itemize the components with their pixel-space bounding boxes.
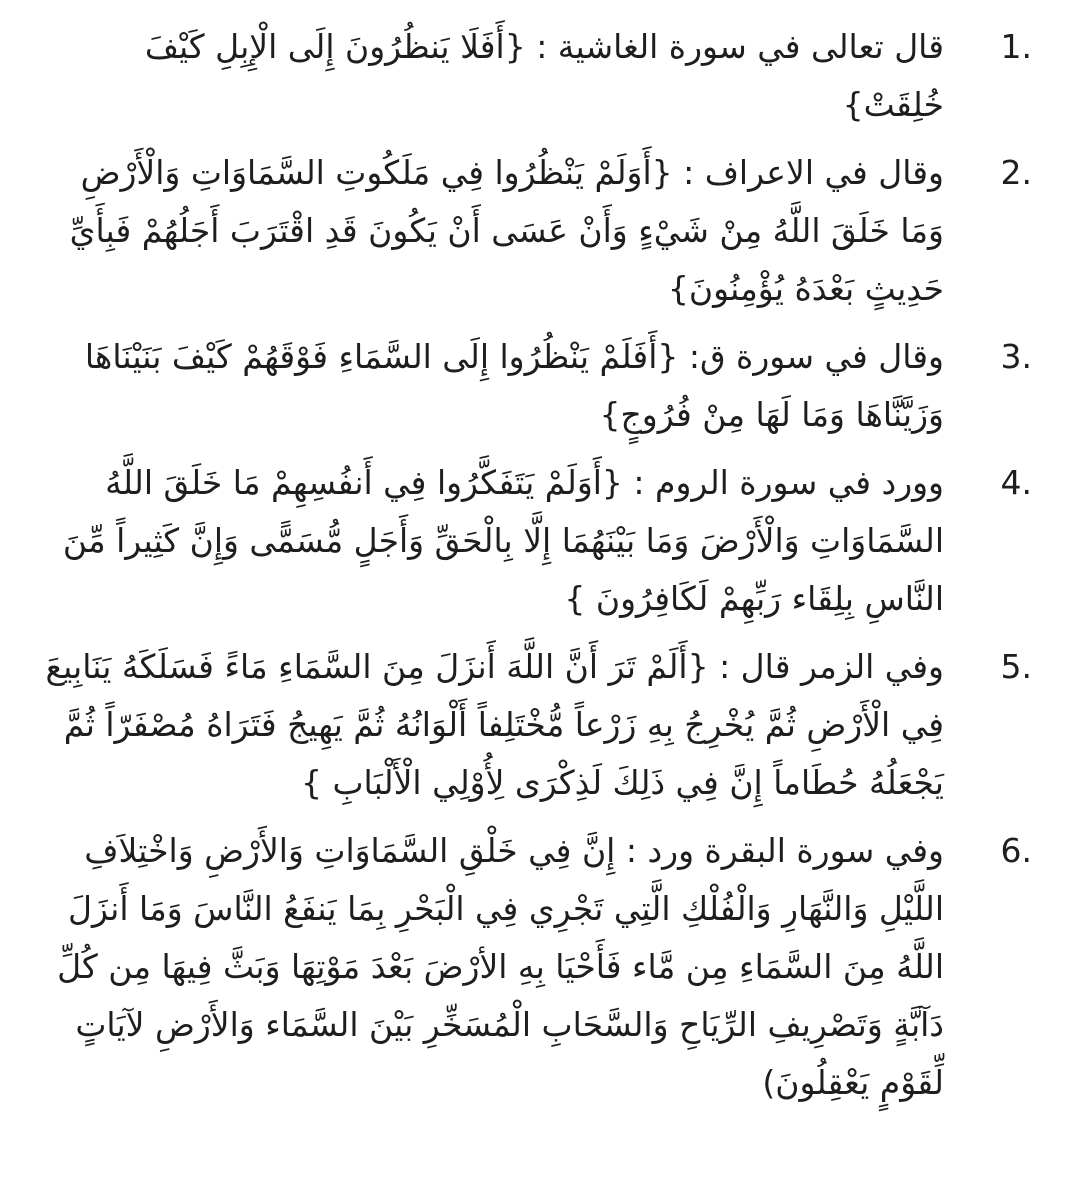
item-text: وقال في سورة ق: {أَفَلَمْ يَنْظُرُوا إِلَى السَّمَاءِ فَوْقَهُمْ كَيْفَ بَنَيْنَاهَا وَزَيَّنَّاهَا وَمَا لَهَا مِنْ فُرُوجٍ}	[84, 337, 944, 434]
item-text: وفي الزمر قال : {أَلَمْ تَرَ أَنَّ اللَّهَ أَنزَلَ مِنَ السَّمَاءِ مَاءً فَسَلَكَهُ يَنَابِيعَ فِي الْأَرْضِ ثُمَّ يُخْرِجُ بِهِ زَرْعاً مُّخْتَلِفاً أَلْوَانُهُ ثُمَّ يَهِيجُ فَتَرَاهُ مُصْفَرّاً ثُمَّ يَجْعَلُهُ حُطَاماً إِنَّ فِي ذَلِكَ لَذِكْرَى لِأُوْلِي الْأَلْبَابِ }	[45, 647, 944, 802]
item-number: 6.	[1000, 831, 1032, 870]
item-number: 5.	[1000, 647, 1032, 686]
item-number: 1.	[1000, 27, 1032, 66]
item-number: 2.	[1000, 153, 1032, 192]
item-text: وقال في الاعراف : {أَوَلَمْ يَنْظُرُوا فِي مَلَكُوتِ السَّمَاوَاتِ وَالْأَرْضِ وَمَا خَلَقَ اللَّهُ مِنْ شَيْءٍ وَأَنْ عَسَى أَنْ يَكُونَ قَدِ اقْتَرَبَ أَجَلُهُمْ فَبِأَيِّ حَدِيثٍ بَعْدَهُ يُؤْمِنُونَ}	[69, 153, 944, 308]
item-number: 4.	[1000, 463, 1032, 502]
list-item	[40, 638, 1032, 812]
list-item	[40, 328, 1032, 444]
item-number: 3.	[1000, 337, 1032, 376]
item-text: وفي سورة البقرة ورد : إِنَّ فِي خَلْقِ السَّمَاوَاتِ وَالأَرْضِ وَاخْتِلاَفِ اللَّيْلِ وَالنَّهَارِ وَالْفُلْكِ الَّتِي تَجْرِي فِي الْبَحْرِ بِمَا يَنفَعُ النَّاسَ وَمَا أَنزَلَ اللَّهُ مِنَ السَّمَاءِ مِن مَّاء فَأَحْيَا بِهِ الأرْضَ بَعْدَ مَوْتِهَا وَبَثَّ فِيهَا مِن كُلِّ دَآبَّةٍ وَتَصْرِيفِ الرِّيَاحِ وَالسَّحَابِ الْمُسَخِّرِ بَيْنَ السَّمَاء وَالأَرْضِ لآيَاتٍ لِّقَوْمٍ يَعْقِلُونَ)	[57, 831, 944, 1102]
list-item	[40, 822, 1032, 1112]
verse-list	[40, 18, 1032, 1112]
item-text: قال تعالى في سورة الغاشية : {أَفَلَا يَنظُرُونَ إِلَى الْإِبِلِ كَيْفَ خُلِقَتْ}	[144, 27, 944, 124]
list-item	[40, 18, 1032, 134]
item-text: وورد في سورة الروم : {أَوَلَمْ يَتَفَكَّرُوا فِي أَنفُسِهِمْ مَا خَلَقَ اللَّهُ السَّمَاوَاتِ وَالْأَرْضَ وَمَا بَيْنَهُمَا إِلَّا بِالْحَقِّ وَأَجَلٍ مُّسَمًّى وَإِنَّ كَثِيراً مِّنَ النَّاسِ بِلِقَاء رَبِّهِمْ لَكَافِرُونَ }	[62, 463, 944, 618]
list-item	[40, 454, 1032, 628]
list-item	[40, 144, 1032, 318]
